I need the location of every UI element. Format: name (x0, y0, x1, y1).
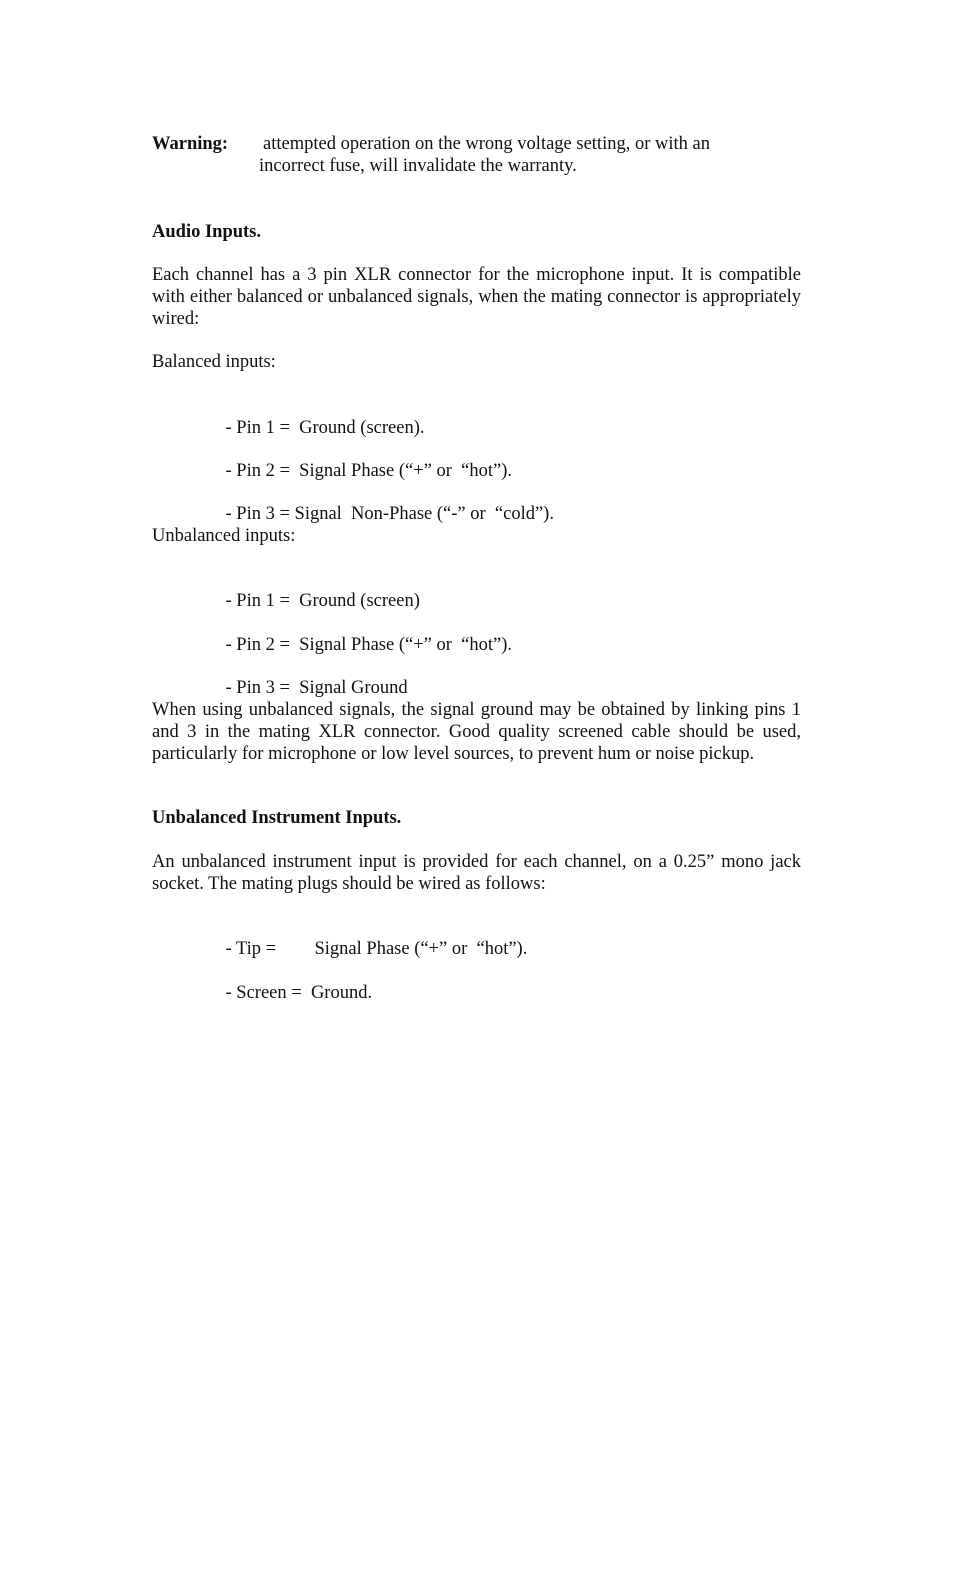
warning-text-line-2: incorrect fuse, will invalidate the warranty. (259, 156, 577, 176)
pin-label: - Pin 1 = (225, 418, 300, 438)
warning-label: Warning: (152, 134, 229, 154)
tip-label: - Tip = (225, 939, 277, 959)
unbalanced-signals-note: When using unbalanced signals, the signal ground may be obtained by linking pins 1 and 3 in the mating XLR connector. Good quality screened cable should be used, particularly for microphone or low level sources, to prevent hum or noise pickup. (152, 700, 801, 764)
balanced-inputs-label: Balanced inputs: (152, 352, 276, 372)
audio-inputs-heading: Audio Inputs. (152, 222, 262, 242)
pin-value: Ground (screen). (299, 418, 425, 438)
screen-label: - Screen = (225, 983, 311, 1003)
instrument-inputs-heading: Unbalanced Instrument Inputs. (152, 808, 402, 828)
pin-value: Signal Phase (“+” or “hot”). (299, 635, 512, 655)
screen-value: Ground. (310, 983, 373, 1003)
pin-label: - Pin 2 = (225, 635, 300, 655)
pin-value: Signal Ground (299, 678, 408, 698)
unbalanced-inputs-label: Unbalanced inputs: (152, 526, 296, 546)
audio-inputs-intro: Each channel has a 3 pin XLR connector for the microphone input. It is compatible with either balanced or unbalanced signals, when the mating connector is appropriately wired: (152, 265, 801, 329)
pin-label: - Pin 3 = (225, 504, 295, 524)
pin-value: Ground (screen) (299, 591, 420, 611)
tip-value: Signal Phase (“+” or “hot”). (314, 939, 528, 959)
pin-label: - Pin 2 = (225, 461, 300, 481)
pin-value: Signal Non-Phase (“-” or “cold”). (294, 504, 554, 524)
screen-wiring (207, 960, 372, 1026)
instrument-inputs-intro: An unbalanced instrument input is provided for each channel, on a 0.25” mono jack socket. The mating plugs should be wired as follows: (152, 852, 801, 894)
warning-text-line-1: attempted operation on the wrong voltage setting, or with an (263, 134, 710, 154)
pin-label: - Pin 1 = (225, 591, 300, 611)
pin-label: - Pin 3 = (225, 678, 300, 698)
pin-value: Signal Phase (“+” or “hot”). (299, 461, 512, 481)
